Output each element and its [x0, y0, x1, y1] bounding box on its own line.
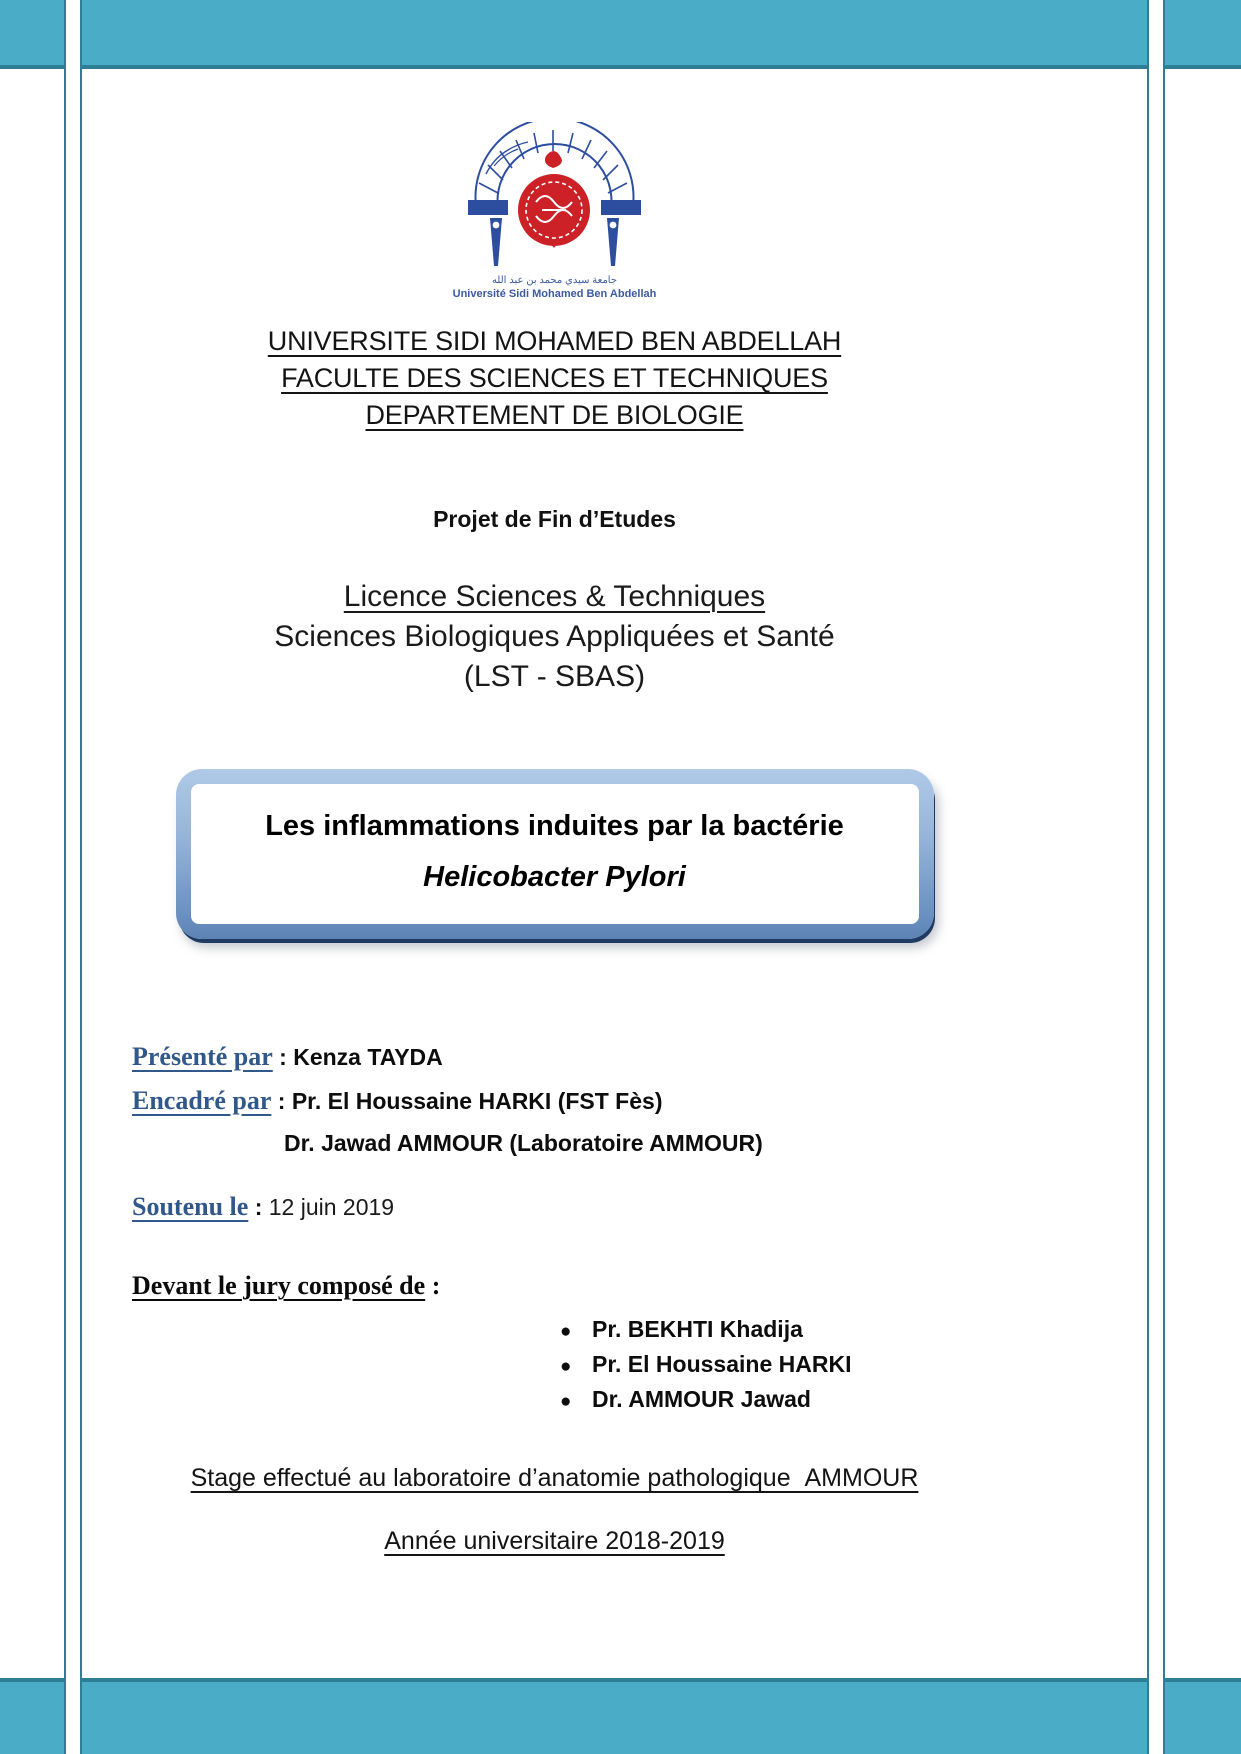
jury-list: [560, 1313, 1027, 1418]
project-kicker: Projet de Fin d’Etudes: [433, 506, 676, 532]
cover-page: [82, 0, 1027, 1556]
supervisor-2-name: Dr. Jawad AMMOUR (Laboratoire AMMOUR): [284, 1130, 763, 1156]
thesis-title-line1: Les inflammations induites par la bactérie: [265, 810, 844, 842]
jury-member: ● Pr. El Houssaine HARKI: [560, 1348, 1027, 1383]
thesis-title-line2: Helicobacter Pylori: [423, 861, 686, 893]
university-logo: [82, 122, 1027, 301]
defense-date-separator: :: [248, 1194, 269, 1220]
credits-block: [132, 1035, 1027, 1163]
department-name: DEPARTEMENT DE BIOLOGIE: [365, 400, 744, 430]
thesis-title-box: [176, 769, 934, 939]
defense-date-value: 12 juin 2019: [268, 1194, 395, 1220]
bottom-teal-band: [0, 1678, 1241, 1754]
jury-heading-separator: :: [425, 1271, 441, 1300]
bullet-icon: ●: [560, 1391, 572, 1412]
degree-block: [82, 577, 1027, 697]
presented-by-label: Présenté par: [132, 1042, 273, 1071]
right-border-stripe: [1147, 0, 1165, 1754]
supervised-by-label: Encadré par: [132, 1086, 272, 1115]
defense-date-label: Soutenu le: [132, 1192, 249, 1221]
faculty-name: FACULTE DES SCIENCES ET TECHNIQUES: [281, 363, 828, 393]
supervised-by-separator: :: [271, 1088, 292, 1114]
academic-year-line: Année universitaire 2018-2019: [384, 1527, 725, 1555]
university-name: UNIVERSITE SIDI MOHAMED BEN ABDELLAH: [267, 326, 842, 356]
defense-date-line: [132, 1187, 1027, 1227]
presented-by-line: [132, 1035, 1027, 1079]
jury-heading: Devant le jury composé de :: [132, 1271, 441, 1300]
logo-arabic-line: جامعة سيدي محمد بن عبد الله: [491, 275, 618, 286]
university-header: [82, 323, 1027, 434]
student-name: Kenza TAYDA: [293, 1044, 443, 1070]
bullet-icon: ●: [560, 1356, 572, 1377]
supervised-by-line: [132, 1079, 1027, 1123]
degree-title: Licence Sciences & Techniques: [343, 580, 766, 613]
degree-abbrev: (LST - SBAS): [463, 660, 646, 693]
university-emblem-icon: [442, 122, 667, 270]
bullet-icon: ●: [560, 1321, 572, 1342]
internship-line: Stage effectué au laboratoire d’anatomie pathologique AMMOUR: [190, 1464, 919, 1492]
supervisor-1-name: Pr. El Houssaine HARKI (FST Fès): [291, 1088, 663, 1114]
presented-by-separator: :: [272, 1044, 294, 1070]
logo-caption: Université Sidi Mohamed Ben Abdellah: [452, 288, 657, 300]
jury-member: ● Pr. BEKHTI Khadija: [560, 1313, 1027, 1348]
thesis-title-inner: [191, 784, 919, 924]
degree-specialty: Sciences Biologiques Appliquées et Santé: [274, 620, 835, 653]
left-border-stripe: [64, 0, 82, 1754]
jury-member: ● Dr. AMMOUR Jawad: [560, 1383, 1027, 1418]
